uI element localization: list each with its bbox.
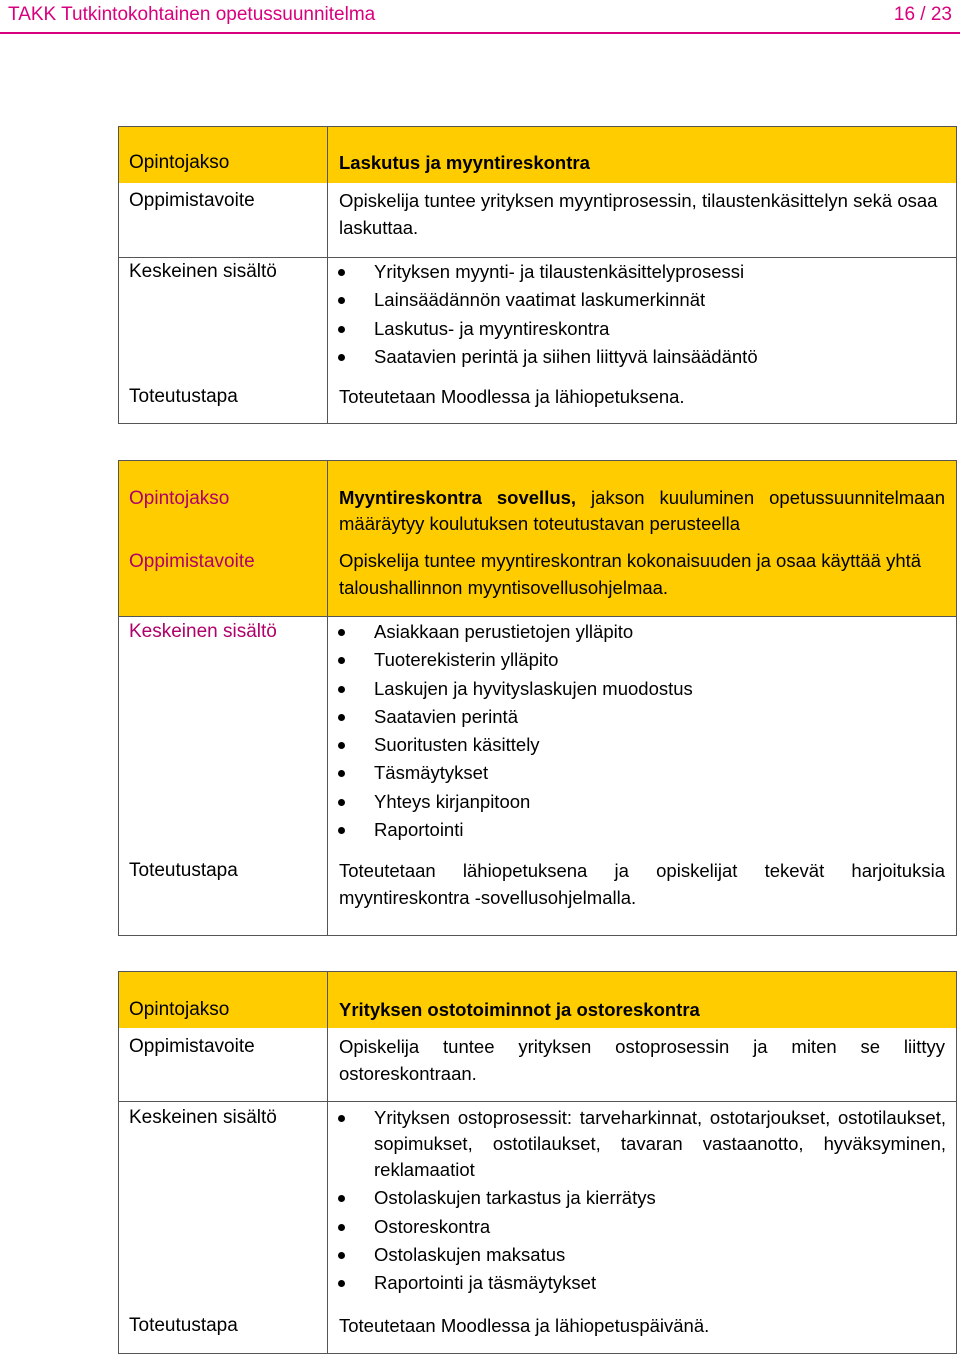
course-title: Laskutus ja myyntireskontra bbox=[339, 152, 590, 173]
label-method: Toteutustapa bbox=[129, 1315, 238, 1336]
page-indicator: 16 / 23 bbox=[893, 4, 952, 25]
method-text: Toteutetaan Moodlessa ja lähiopetuksena. bbox=[339, 386, 685, 407]
list-item: Täsmäytykset bbox=[334, 760, 946, 786]
course-title bbox=[339, 485, 945, 537]
label-course: Opintojakso bbox=[129, 488, 230, 509]
course-title: Yrityksen ostotoiminnot ja ostoreskontra bbox=[339, 999, 700, 1020]
label-method: Toteutustapa bbox=[129, 386, 238, 407]
list-item: Ostolaskujen maksatus bbox=[334, 1242, 946, 1268]
objective-text: Opiskelija tuntee yrityksen myyntiprosessin, tilaustenkäsittelyn sekä osaa laskuttaa. bbox=[339, 190, 938, 238]
list-item: Tuoterekisterin ylläpito bbox=[334, 647, 946, 673]
label-objective: Oppimistavoite bbox=[129, 190, 255, 211]
method-text: Toteutetaan lähiopetuksena ja opiskelijat tekevät harjoituksia myyntireskontra -sovellusohjelmalla. bbox=[339, 860, 945, 908]
content-list bbox=[334, 1105, 946, 1298]
page-header bbox=[0, 0, 960, 34]
list-item: Yrityksen ostoprosessit: tarveharkinnat, ostotarjoukset, ostotilaukset, sopimukset, ostotilaukset, tavaran vastaanotto, hyväksyminen, reklamaatiot bbox=[334, 1105, 946, 1183]
list-item: Yrityksen myynti- ja tilaustenkäsittelyprosessi bbox=[334, 259, 946, 285]
document-title: TAKK Tutkintokohtainen opetussuunnitelma bbox=[8, 4, 376, 25]
list-item: Saatavien perintä bbox=[334, 704, 946, 730]
label-content: Keskeinen sisältö bbox=[129, 261, 277, 282]
label-method: Toteutustapa bbox=[129, 860, 238, 881]
list-item: Lainsäädännön vaatimat laskumerkinnät bbox=[334, 287, 946, 313]
list-item: Raportointi ja täsmäytykset bbox=[334, 1270, 946, 1296]
label-course: Opintojakso bbox=[129, 999, 230, 1020]
label-content: Keskeinen sisältö bbox=[129, 1107, 277, 1128]
course-block-1 bbox=[118, 126, 957, 424]
list-item: Laskutus- ja myyntireskontra bbox=[334, 316, 946, 342]
content-list bbox=[334, 259, 946, 372]
label-course: Opintojakso bbox=[129, 152, 230, 173]
list-item: Ostoreskontra bbox=[334, 1214, 946, 1240]
list-item: Suoritusten käsittely bbox=[334, 732, 946, 758]
list-item: Ostolaskujen tarkastus ja kierrätys bbox=[334, 1185, 946, 1211]
list-item: Saatavien perintä ja siihen liittyvä lainsäädäntö bbox=[334, 344, 946, 370]
objective-text: Opiskelija tuntee yrityksen ostoprosessin ja miten se liittyy ostoreskontraan. bbox=[339, 1036, 945, 1084]
list-item: Asiakkaan perustietojen ylläpito bbox=[334, 619, 946, 645]
list-item: Raportointi bbox=[334, 817, 946, 843]
course-block-2 bbox=[118, 460, 957, 936]
list-item: Laskujen ja hyvityslaskujen muodostus bbox=[334, 676, 946, 702]
content-list bbox=[334, 619, 946, 845]
course-block-3 bbox=[118, 971, 957, 1354]
course-title-rest: jakson kuuluminen opetussuunnitelmaan määräytyy koulutuksen toteutustavan perusteella bbox=[339, 487, 945, 534]
label-content: Keskeinen sisältö bbox=[129, 621, 277, 642]
list-item: Yhteys kirjanpitoon bbox=[334, 789, 946, 815]
course-title-bold: Myyntireskontra sovellus, bbox=[339, 487, 577, 508]
label-objective: Oppimistavoite bbox=[129, 551, 255, 572]
label-objective: Oppimistavoite bbox=[129, 1036, 255, 1057]
objective-text: Opiskelija tuntee myyntireskontran kokonaisuuden ja osaa käyttää yhtä taloushallinnon myyntisovellusohjelmaa. bbox=[339, 550, 922, 598]
method-text: Toteutetaan Moodlessa ja lähiopetuspäivänä. bbox=[339, 1315, 710, 1336]
